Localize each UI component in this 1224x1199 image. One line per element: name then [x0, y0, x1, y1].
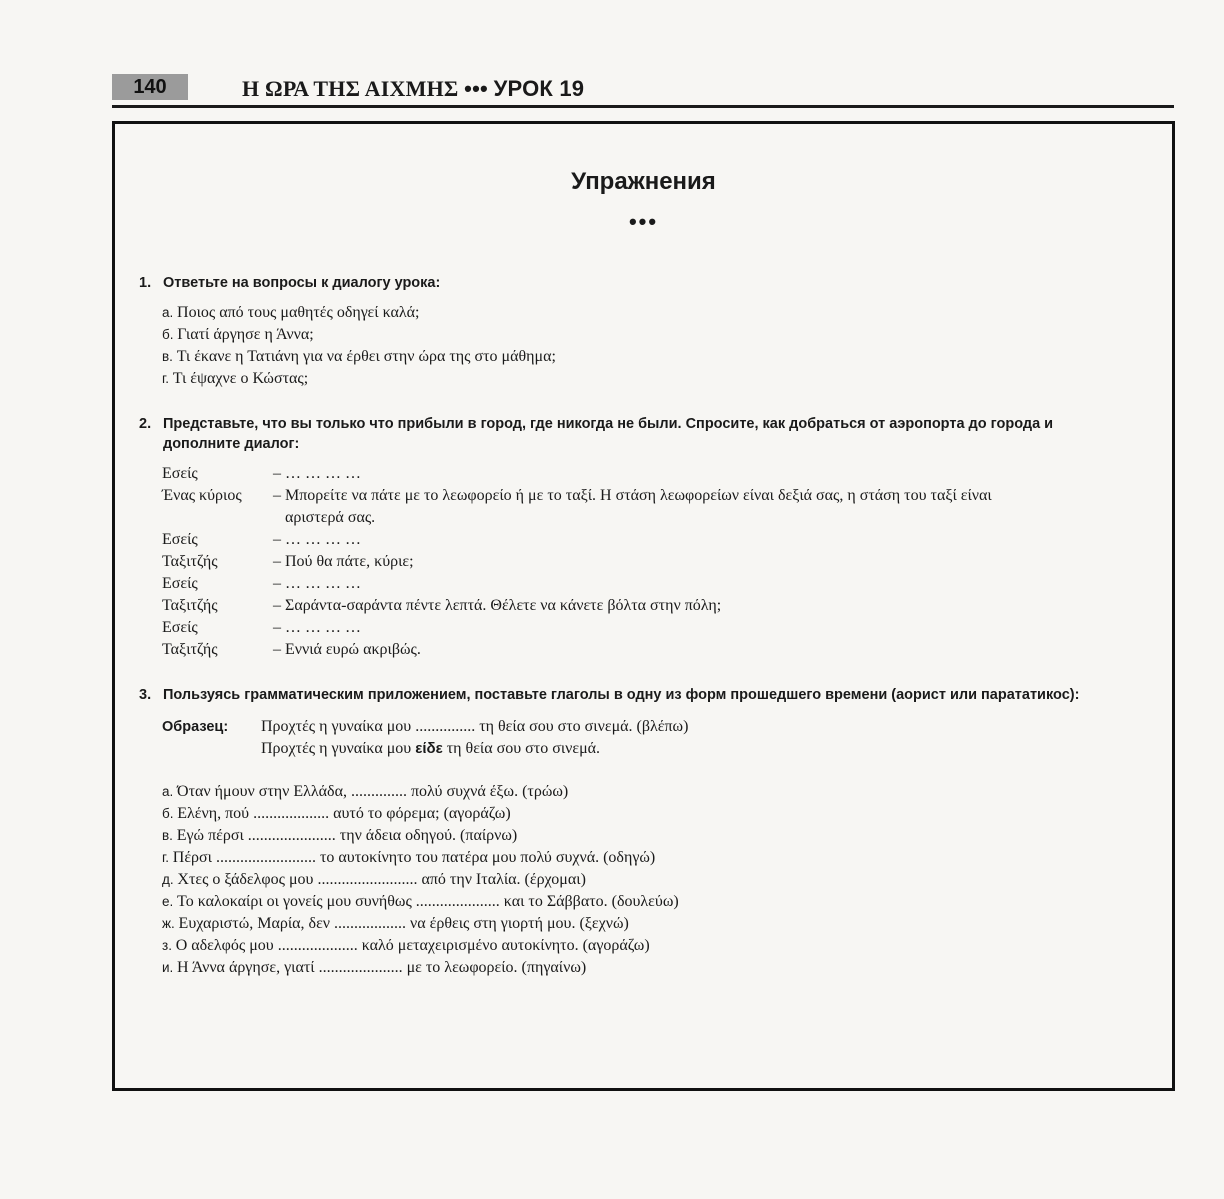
dialog-speaker: Εσείς: [162, 619, 198, 636]
item-marker: г.: [162, 371, 173, 386]
item-text: Ευχαριστώ, Μαρία, δεν .................. να έρθεις στη γιορτή μου. (ξεχνώ): [178, 915, 629, 932]
item-text: Τι έψαχνε ο Κώστας;: [172, 370, 309, 387]
item-marker: а.: [162, 305, 178, 320]
dialog-line: – … … … …: [273, 575, 361, 592]
dialog-speaker: Ταξιτζής: [162, 597, 218, 614]
exercise-frame: [112, 121, 1175, 1091]
item-marker: б.: [162, 327, 178, 342]
heading-ornament: •••: [628, 209, 659, 234]
dialog-speaker: Ένας κύριος: [162, 487, 242, 504]
dialog-speaker: Εσείς: [162, 575, 198, 592]
item-marker: г.: [162, 850, 173, 865]
dialog-line: – Πού θα πάτε, κύριε;: [273, 553, 414, 570]
sample-label: Образец:: [162, 719, 229, 735]
exercise-1-instruction: Ответьте на вопросы к диалогу урока:: [163, 275, 441, 291]
dialog-speaker: Εσείς: [162, 465, 198, 482]
list-item: [162, 347, 556, 367]
item-marker: з.: [162, 938, 176, 953]
dialog-speaker: Ταξιτζής: [162, 641, 218, 658]
list-item: [162, 870, 586, 890]
exercise-2-number: 2.: [139, 416, 152, 432]
list-item: [162, 958, 586, 978]
list-item: [162, 914, 629, 934]
running-header: [112, 72, 1174, 112]
dialog-line: – … … … …: [273, 619, 361, 636]
list-item: [162, 804, 511, 824]
item-text: Εγώ πέρσι ...................... την άδεια οδηγού. (παίρνω): [176, 827, 518, 844]
running-title-dots: •••: [464, 76, 488, 101]
header-rule: [112, 105, 1174, 108]
list-item: [162, 303, 419, 323]
list-item: [162, 892, 679, 912]
item-marker: а.: [162, 784, 178, 799]
exercise-3-number: 3.: [139, 687, 152, 703]
list-item: [162, 848, 655, 868]
dialog-line: – Εννιά ευρώ ακριβώς.: [273, 641, 421, 658]
item-marker: ж.: [162, 916, 179, 931]
dialog-line: – … … … …: [273, 465, 361, 482]
item-marker: б.: [162, 806, 178, 821]
section-heading: Упражнения: [571, 168, 716, 195]
item-text: Ποιος από τους μαθητές οδηγεί καλά;: [177, 304, 420, 321]
item-text: Τι έκανε η Τατιάνη για να έρθει στην ώρα της στο μάθημα;: [176, 348, 556, 365]
sample-question: Προχτές η γυναίκα μου ............... τη θεία σου στο σινεμά. (βλέπω): [261, 718, 689, 735]
item-text: Το καλοκαίρι οι γονείς μου συνήθως ..................... και το Σάββατο. (δουλεύω): [177, 893, 679, 910]
exercise-2-instruction: Представьте, что вы только что прибыли в город, где никогда не были. Спросите, как добраться от аэропорта до города и дополните диалог:: [163, 416, 1054, 452]
list-item: [162, 936, 650, 956]
item-text: Ελένη, πού ................... αυτό το φόρεμα; (αγοράζω): [177, 805, 511, 822]
exercise-3-instruction: Пользуясь грамматическим приложением, поставьте глаголы в одну из форм прошедшего времени (аорист или парататикос):: [163, 687, 1080, 703]
dialog-speaker: Εσείς: [162, 531, 198, 548]
item-text: Η Άννα άργησε, γιατί ..................... με το λεωφορείο. (πηγαίνω): [177, 959, 587, 976]
dialog-line: – Σαράντα-σαράντα πέντε λεπτά. Θέλετε να κάνετε βόλτα στην πόλη;: [273, 597, 722, 614]
list-item: [162, 782, 568, 802]
item-marker: д.: [162, 872, 178, 887]
item-marker: в.: [162, 828, 177, 843]
item-text: Πέρσι ......................... το αυτοκίνητο του πατέρα μου πολύ συχνά. (οδηγώ): [172, 849, 656, 866]
item-text: Όταν ήμουν στην Ελλάδα, .............. πολύ συχνά έξω. (τρώω): [177, 783, 569, 800]
item-text: Γιατί άργησε η Άννα;: [177, 326, 314, 343]
running-title-greek: Η ΩΡΑ ΤΗΣ ΑΙΧΜΗΣ: [242, 76, 459, 101]
dialog-line: – … … … …: [273, 531, 361, 548]
item-marker: е.: [162, 894, 178, 909]
sample-answer: Προχτές η γυναίκα μου είδε τη θεία σου στο σινεμά.: [261, 740, 601, 757]
dialog-line-continued: αριστερά σας.: [285, 509, 376, 526]
running-title: [242, 76, 584, 102]
item-text: Χτες ο ξάδελφος μου ......................... από την Ιταλία. (έρχομαι): [177, 871, 586, 888]
exercise-1-number: 1.: [139, 275, 152, 291]
list-item: [162, 369, 308, 389]
page-number: 140: [112, 74, 188, 100]
dialog-speaker: Ταξιτζής: [162, 553, 218, 570]
item-text: Ο αδελφός μου .................... καλό μεταχειρισμένο αυτοκίνητο. (αγοράζω): [175, 937, 650, 954]
sample-answer-verb: είδε: [415, 740, 443, 757]
item-marker: и.: [162, 960, 178, 975]
dialog-line: – Μπορείτε να πάτε με το λεωφορείο ή με το ταξί. Η στάση λεωφορείων είναι δεξιά σας, η στάση του ταξί είναι: [273, 487, 992, 504]
item-marker: в.: [162, 349, 177, 364]
list-item: [162, 325, 314, 345]
list-item: [162, 826, 517, 846]
running-title-lesson: УРОК 19: [493, 76, 585, 101]
